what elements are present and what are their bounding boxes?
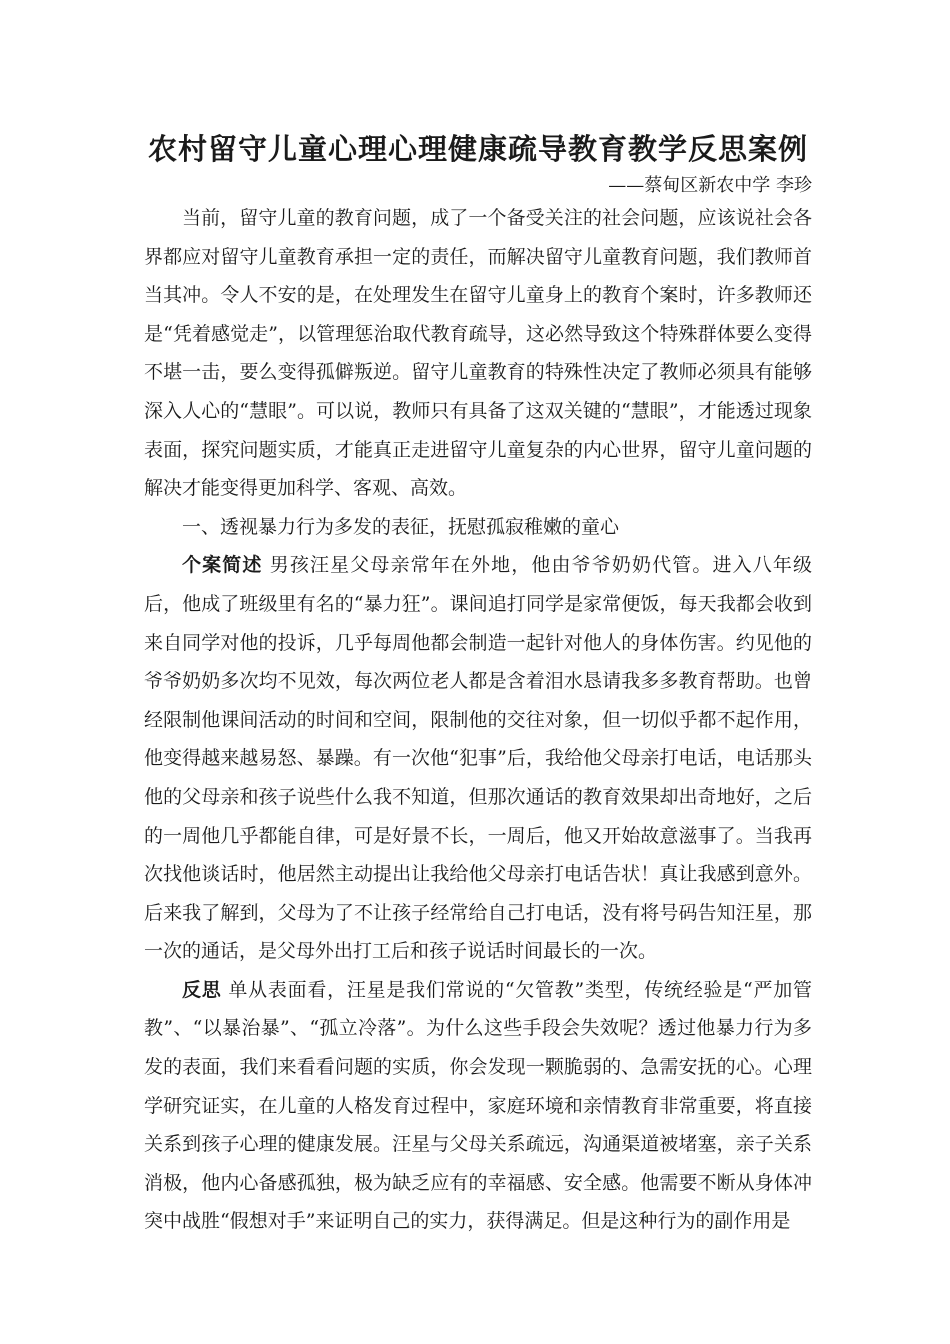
document-title: 农村留守儿童心理心理健康疏导教育教学反思案例 bbox=[147, 132, 808, 166]
reflection-paragraph bbox=[144, 971, 812, 1241]
case-text: 男孩汪星父母亲常年在外地，他由爷爷奶奶代管。进入八年级后，他成了班级里有名的“暴力狂”。课间追打同学是家常便饭，每天我都会收到来自同学对他的投诉，几乎每周他都会制造一起针对他人的身体伤害。约见他的爷爷奶奶多次均不见效，每次两位老人都是含着泪水恳请我多多教育帮助。也曾经限制他课间活动的时间和空间，限制他的交往对象，但一切似乎都不起作用，他变得越来越易怒、暴躁。有一次他“犯事”后，我给他父母亲打电话，电话那头他的父母亲和孩子说些什么我不知道，但那次通话的教育效果却出奇地好，之后的一周他几乎都能自律，可是好景不长，一周后，他又开始故意滋事了。当我再次找他谈话时，他居然主动提出让我给他父母亲打电话告状！真让我感到意外。后来我了解到，父母为了不让孩子经常给自己打电话，没有将号码告知汪星，那一次的通话，是父母外出打工后和孩子说话时间最长的一次。 bbox=[144, 554, 812, 963]
reflection-label: 反思 bbox=[182, 978, 222, 1001]
section-heading: 一、透视暴力行为多发的表征，抚慰孤寂稚嫩的童心 bbox=[182, 515, 620, 538]
intro-paragraph: 当前，留守儿童的教育问题，成了一个备受关注的社会问题，应该说社会各界都应对留守儿童教育承担一定的责任，而解决留守儿童教育问题，我们教师首当其冲。令人不安的是，在处理发生在留守儿童身上的教育个案时，许多教师还是“凭着感觉走”，以管理惩治取代教育疏导，这必然导致这个特殊群体要么变得不堪一击，要么变得孤僻叛逆。留守儿童教育的特殊性决定了教师必须具有能够深入人心的“慧眼”。可以说，教师只有具备了这双关键的“慧眼”，才能透过现象表面，探究问题实质，才能真正走进留守儿童复杂的内心世界，留守儿童问题的解决才能变得更加科学、客观、高效。 bbox=[144, 207, 812, 500]
author-line: ——蔡甸区新农中学 李珍 bbox=[608, 175, 812, 196]
case-label: 个案简述 bbox=[182, 554, 263, 577]
document-page bbox=[144, 125, 812, 1241]
case-paragraph bbox=[144, 546, 812, 971]
reflection-text: 单从表面看，汪星是我们常说的“欠管教”类型，传统经验是“严加管教”、“以暴治暴”、“孤立冷落”。为什么这些手段会失效呢？透过他暴力行为多发的表面，我们来看看问题的实质，你会发现一颗脆弱的、急需安抚的心。心理学研究证实，在儿童的人格发育过程中，家庭环境和亲情教育非常重要，将直接关系到孩子心理的健康发展。汪星与父母关系疏远，沟通渠道被堵塞，亲子关系消极，他内心备感孤独，极为缺乏应有的幸福感、安全感。他需要不断从身体冲突中战胜“假想对手”来证明自己的实力，获得满足。但是这种行为的副作用是 bbox=[144, 978, 812, 1233]
